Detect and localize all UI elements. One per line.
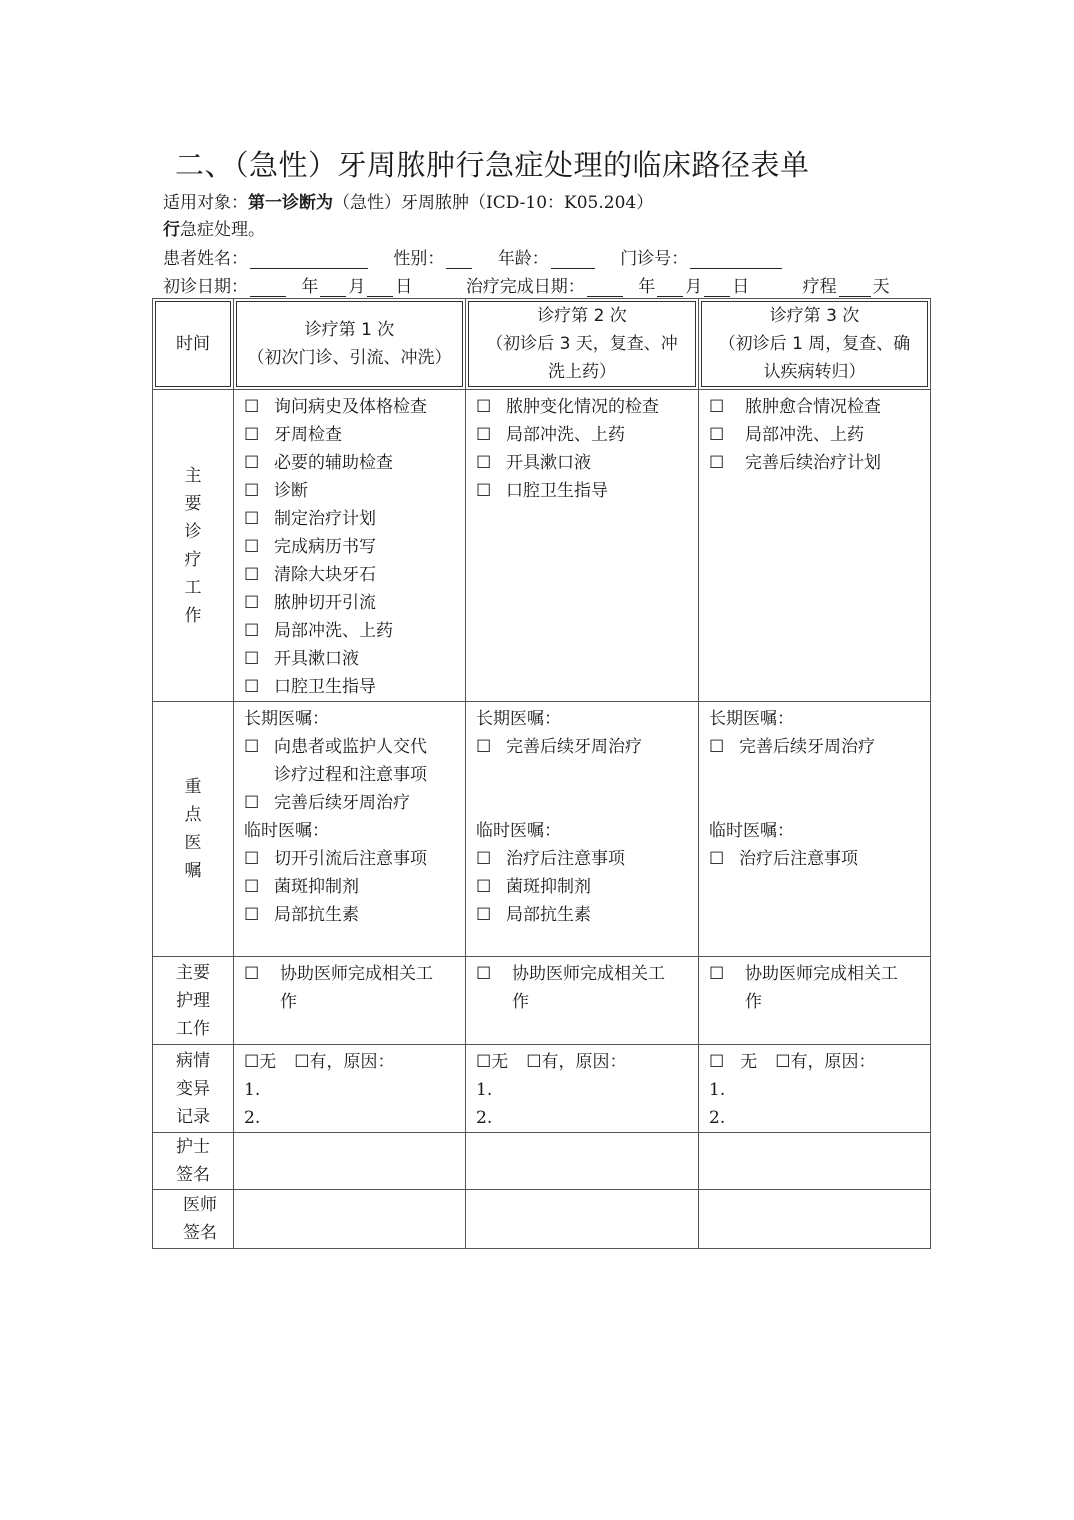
checklist-item[interactable] bbox=[709, 960, 922, 1016]
clinic-blank[interactable] bbox=[690, 250, 782, 269]
checkbox-icon[interactable]: ☐ bbox=[244, 737, 260, 757]
course-unit: 天 bbox=[872, 277, 890, 297]
checklist-item[interactable] bbox=[244, 733, 457, 789]
checkbox-icon[interactable]: ☐ bbox=[244, 649, 260, 669]
checkbox-icon[interactable]: ☐ bbox=[244, 537, 260, 557]
item-label: 完善后续牙周治疗 bbox=[506, 737, 642, 757]
date-line bbox=[163, 272, 890, 297]
item-label: 完善后续治疗计划 bbox=[745, 453, 881, 473]
main-work-label-char: 主 bbox=[184, 465, 202, 486]
checklist-item[interactable] bbox=[476, 449, 690, 477]
checklist-item[interactable] bbox=[244, 449, 457, 477]
nursing-label bbox=[153, 957, 234, 1045]
header-visit3 bbox=[701, 301, 928, 387]
main-work-label-char: 作 bbox=[184, 605, 202, 626]
none-label: 无 bbox=[491, 1052, 509, 1072]
nurse-sign-visit1[interactable] bbox=[234, 1133, 466, 1190]
checklist-item[interactable] bbox=[244, 589, 457, 617]
item-label: 完成病历书写 bbox=[274, 537, 376, 557]
checklist-item[interactable] bbox=[244, 617, 457, 645]
checklist-item[interactable] bbox=[476, 393, 690, 421]
checklist-item[interactable] bbox=[709, 421, 922, 449]
nursing-visit1 bbox=[234, 957, 466, 1045]
checkbox-icon[interactable]: ☐ bbox=[244, 621, 260, 641]
checkbox-icon[interactable]: ☐ bbox=[244, 453, 260, 473]
variance-label-line: 记录 bbox=[176, 1106, 210, 1127]
spacer bbox=[476, 761, 690, 817]
reason-2[interactable]: 2. bbox=[709, 1108, 726, 1128]
checkbox-icon[interactable]: ☐ bbox=[476, 737, 492, 757]
spacer bbox=[709, 761, 922, 817]
main-work-visit1 bbox=[234, 390, 466, 702]
item-label-line: 协助医师完成相关工 bbox=[280, 964, 433, 984]
none-label: 无 bbox=[259, 1052, 277, 1072]
long-orders-label: 长期医嘱： bbox=[709, 709, 794, 729]
item-label: 口腔卫生指导 bbox=[506, 481, 608, 501]
variance-label-line: 变异 bbox=[176, 1078, 210, 1099]
header-visit1-line2: （初次门诊、引流、冲洗） bbox=[247, 348, 452, 368]
page-title: 二、（急性）牙周脓肿行急症处理的临床路径表单 bbox=[175, 148, 810, 182]
checklist-item[interactable] bbox=[244, 845, 457, 873]
checkbox-icon[interactable]: ☐ bbox=[709, 964, 725, 984]
yes-label: 有，原因： bbox=[790, 1052, 876, 1072]
item-label bbox=[745, 960, 898, 1016]
orders-label-char: 点 bbox=[184, 805, 202, 825]
item-label: 局部抗生素 bbox=[274, 905, 359, 925]
item-label bbox=[512, 960, 665, 1016]
first-day-blank[interactable] bbox=[367, 278, 393, 297]
yes-label: 有，原因： bbox=[541, 1052, 627, 1072]
done-month-blank[interactable] bbox=[657, 278, 683, 297]
item-label: 脓肿愈合情况检查 bbox=[745, 397, 881, 417]
checklist-item[interactable] bbox=[476, 873, 690, 901]
temp-orders-label: 临时医嘱： bbox=[476, 821, 561, 841]
applicable-line bbox=[163, 188, 653, 213]
course-label: 疗程 bbox=[802, 277, 837, 297]
nurse-sign-visit3[interactable] bbox=[699, 1133, 931, 1190]
checkbox-icon[interactable]: ☐ bbox=[244, 877, 260, 897]
nurse-sign-row bbox=[153, 1133, 931, 1190]
header-visit1 bbox=[236, 301, 463, 387]
checklist-item[interactable] bbox=[476, 421, 690, 449]
header-row bbox=[153, 299, 931, 390]
main-work-label-char: 疗 bbox=[184, 549, 202, 570]
sex-blank[interactable] bbox=[446, 250, 472, 269]
variance-visit2 bbox=[466, 1045, 699, 1133]
checkbox-icon[interactable]: ☐ bbox=[476, 397, 492, 417]
checkbox-icon[interactable]: ☐ bbox=[244, 565, 260, 585]
doctor-sign-row bbox=[153, 1190, 931, 1249]
done-year-label: 年 bbox=[638, 277, 656, 297]
clinic-label: 门诊号： bbox=[620, 249, 689, 269]
patient-line bbox=[163, 244, 784, 269]
checkbox-none-icon[interactable]: ☐ bbox=[709, 1052, 725, 1072]
checklist-item[interactable] bbox=[709, 845, 922, 873]
checkbox-icon[interactable]: ☐ bbox=[244, 677, 260, 697]
orders-visit2 bbox=[466, 702, 699, 957]
variance-visit1 bbox=[234, 1045, 466, 1133]
checklist-item[interactable] bbox=[709, 449, 922, 477]
header-visit2-line3: 洗上药） bbox=[548, 362, 616, 382]
reason-2[interactable]: 2. bbox=[244, 1108, 261, 1128]
item-label: 菌斑抑制剂 bbox=[506, 877, 591, 897]
checkbox-icon[interactable]: ☐ bbox=[476, 481, 492, 501]
nurse-sign-line: 护士 bbox=[176, 1137, 210, 1157]
checklist-item[interactable] bbox=[244, 505, 457, 533]
checklist-item[interactable] bbox=[476, 901, 690, 929]
checklist-item[interactable] bbox=[476, 960, 690, 1016]
item-label: 局部冲洗、上药 bbox=[506, 425, 625, 445]
item-label-line: 向患者或监护人交代 bbox=[274, 737, 427, 757]
none-label: 无 bbox=[740, 1052, 758, 1072]
variance-label bbox=[153, 1045, 234, 1133]
pathway-table bbox=[152, 298, 931, 1249]
checklist-item[interactable] bbox=[476, 733, 690, 761]
first-month-label: 月 bbox=[348, 277, 366, 297]
nursing-label-line: 护理 bbox=[176, 990, 210, 1011]
orders-row bbox=[153, 702, 931, 957]
item-label: 局部抗生素 bbox=[506, 905, 591, 925]
item-label: 口腔卫生指导 bbox=[274, 677, 376, 697]
checkbox-icon[interactable]: ☐ bbox=[476, 849, 492, 869]
item-label: 脓肿变化情况的检查 bbox=[506, 397, 659, 417]
header-visit3-line2: （初诊后 1 周，复查、确 bbox=[718, 334, 911, 354]
main-work-label-char: 诊 bbox=[184, 521, 202, 542]
item-label: 清除大块牙石 bbox=[274, 565, 376, 585]
header-visit3-line3: 认疾病转归） bbox=[763, 362, 866, 382]
name-blank[interactable] bbox=[250, 250, 368, 269]
checkbox-icon[interactable]: ☐ bbox=[244, 425, 260, 445]
item-label: 必要的辅助检查 bbox=[274, 453, 393, 473]
age-label: 年龄： bbox=[497, 249, 549, 269]
temp-orders-label: 临时医嘱： bbox=[244, 821, 329, 841]
checkbox-icon[interactable]: ☐ bbox=[244, 849, 260, 869]
checkbox-icon[interactable]: ☐ bbox=[709, 397, 725, 417]
item-label-line: 作 bbox=[512, 992, 529, 1012]
main-work-row bbox=[153, 390, 931, 702]
variance-visit3 bbox=[699, 1045, 931, 1133]
checkbox-yes-icon[interactable]: ☐ bbox=[526, 1052, 542, 1072]
main-work-visit3 bbox=[699, 390, 931, 702]
header-visit3-cell bbox=[699, 299, 931, 390]
checklist-item[interactable] bbox=[244, 673, 457, 701]
header-time: 时间 bbox=[155, 301, 231, 387]
item-label: 治疗后注意事项 bbox=[739, 849, 858, 869]
item-label-line: 协助医师完成相关工 bbox=[745, 964, 898, 984]
main-work-label-char: 要 bbox=[184, 493, 202, 514]
checklist-item[interactable] bbox=[476, 477, 690, 505]
item-label bbox=[280, 960, 433, 1016]
checklist-item[interactable] bbox=[476, 845, 690, 873]
header-visit2 bbox=[468, 301, 696, 387]
age-blank[interactable] bbox=[551, 250, 595, 269]
header-visit2-line2: （初诊后 3 天，复查、冲 bbox=[486, 334, 678, 354]
nursing-label-line: 主要 bbox=[176, 962, 210, 983]
checklist-item[interactable] bbox=[244, 873, 457, 901]
item-label: 菌斑抑制剂 bbox=[274, 877, 359, 897]
item-label: 完善后续牙周治疗 bbox=[274, 793, 410, 813]
doctor-sign-line: 签名 bbox=[183, 1223, 217, 1243]
orders-label-char: 嘱 bbox=[184, 861, 202, 881]
checkbox-icon[interactable]: ☐ bbox=[244, 964, 260, 984]
applicable-prefix: 适用对象： bbox=[163, 193, 248, 213]
checklist-item[interactable] bbox=[244, 421, 457, 449]
checklist-item[interactable] bbox=[709, 393, 922, 421]
item-label: 局部冲洗、上药 bbox=[745, 425, 864, 445]
name-label: 患者姓名： bbox=[163, 249, 248, 269]
checklist-item[interactable] bbox=[244, 901, 457, 929]
done-day-blank[interactable] bbox=[704, 278, 730, 297]
checklist-item[interactable] bbox=[244, 477, 457, 505]
item-label: 诊断 bbox=[274, 481, 308, 501]
item-label: 局部冲洗、上药 bbox=[274, 621, 393, 641]
done-date-label: 治疗完成日期： bbox=[465, 277, 585, 297]
checkbox-icon[interactable]: ☐ bbox=[709, 425, 725, 445]
checkbox-icon[interactable]: ☐ bbox=[244, 481, 260, 501]
nurse-sign-visit2[interactable] bbox=[466, 1133, 699, 1190]
header-visit2-cell bbox=[466, 299, 699, 390]
checklist-item[interactable] bbox=[244, 393, 457, 421]
orders-visit1 bbox=[234, 702, 466, 957]
checkbox-icon[interactable]: ☐ bbox=[476, 877, 492, 897]
long-orders-label: 长期医嘱： bbox=[244, 709, 329, 729]
yes-label: 有，原因： bbox=[309, 1052, 395, 1072]
checkbox-icon[interactable]: ☐ bbox=[244, 905, 260, 925]
reason-1[interactable]: 1. bbox=[244, 1080, 261, 1100]
checkbox-yes-icon[interactable]: ☐ bbox=[775, 1052, 791, 1072]
header-visit1-line1: 诊疗第 1 次 bbox=[304, 320, 395, 340]
checklist-item[interactable] bbox=[244, 789, 457, 817]
checkbox-icon[interactable]: ☐ bbox=[476, 425, 492, 445]
item-label: 脓肿切开引流 bbox=[274, 593, 376, 613]
checkbox-none-icon[interactable]: ☐ bbox=[244, 1052, 260, 1072]
header-time-cell bbox=[153, 299, 234, 390]
checkbox-icon[interactable]: ☐ bbox=[709, 453, 725, 473]
reason-2[interactable]: 2. bbox=[476, 1108, 493, 1128]
checklist-item[interactable] bbox=[244, 960, 457, 1016]
applicable-bold2: 行 bbox=[163, 220, 180, 240]
item-label: 制定治疗计划 bbox=[274, 509, 376, 529]
header-visit3-line1: 诊疗第 3 次 bbox=[769, 306, 860, 326]
nurse-sign-label bbox=[153, 1133, 234, 1190]
nurse-sign-line: 签名 bbox=[176, 1165, 210, 1185]
applicable-line-2 bbox=[163, 215, 265, 240]
doctor-sign-visit3[interactable] bbox=[699, 1190, 931, 1249]
main-work-visit2 bbox=[466, 390, 699, 702]
item-label-line: 作 bbox=[745, 992, 762, 1012]
item-label-line: 协助医师完成相关工 bbox=[512, 964, 665, 984]
nursing-row bbox=[153, 957, 931, 1045]
done-day-label: 日 bbox=[732, 277, 750, 297]
item-label: 完善后续牙周治疗 bbox=[739, 737, 875, 757]
orders-label-char: 重 bbox=[184, 777, 202, 797]
checkbox-icon[interactable]: ☐ bbox=[244, 593, 260, 613]
main-work-label bbox=[153, 390, 234, 702]
first-day-label: 日 bbox=[395, 277, 413, 297]
checkbox-icon[interactable]: ☐ bbox=[244, 397, 260, 417]
nursing-label-line: 工作 bbox=[176, 1018, 210, 1039]
orders-label-char: 医 bbox=[184, 833, 202, 853]
main-work-label-char: 工 bbox=[184, 577, 202, 598]
checkbox-icon[interactable]: ☐ bbox=[709, 849, 725, 869]
checkbox-icon[interactable]: ☐ bbox=[476, 453, 492, 473]
item-label: 切开引流后注意事项 bbox=[274, 849, 427, 869]
temp-orders-label: 临时医嘱： bbox=[709, 821, 794, 841]
applicable-rest2: 急症处理。 bbox=[180, 220, 265, 240]
item-label: 治疗后注意事项 bbox=[506, 849, 625, 869]
reason-1[interactable]: 1. bbox=[476, 1080, 493, 1100]
orders-visit3 bbox=[699, 702, 931, 957]
doctor-sign-line: 医师 bbox=[183, 1195, 217, 1215]
applicable-bold: 第一诊断为 bbox=[248, 193, 333, 213]
item-label-line: 诊疗过程和注意事项 bbox=[274, 765, 427, 785]
header-visit1-cell bbox=[234, 299, 466, 390]
checkbox-icon[interactable]: ☐ bbox=[709, 737, 725, 757]
checkbox-icon[interactable]: ☐ bbox=[244, 509, 260, 529]
item-label: 牙周检查 bbox=[274, 425, 342, 445]
item-label-line: 作 bbox=[280, 992, 297, 1012]
sex-label: 性别： bbox=[393, 249, 445, 269]
doctor-sign-label bbox=[153, 1190, 234, 1249]
reason-1[interactable]: 1. bbox=[709, 1080, 726, 1100]
first-month-blank[interactable] bbox=[320, 278, 346, 297]
item-label: 开具漱口液 bbox=[506, 453, 591, 473]
doctor-sign-visit2[interactable] bbox=[466, 1190, 699, 1249]
checklist-item[interactable] bbox=[709, 733, 922, 761]
checkbox-yes-icon[interactable]: ☐ bbox=[294, 1052, 310, 1072]
course-blank[interactable] bbox=[839, 278, 871, 297]
checkbox-icon[interactable]: ☐ bbox=[476, 905, 492, 925]
header-visit2-line1: 诊疗第 2 次 bbox=[537, 306, 627, 326]
long-orders-label: 长期医嘱： bbox=[476, 709, 561, 729]
first-date-label: 初诊日期： bbox=[163, 277, 248, 297]
variance-label-line: 病情 bbox=[176, 1050, 210, 1071]
done-year-blank[interactable] bbox=[587, 278, 623, 297]
item-label bbox=[274, 733, 427, 789]
done-month-label: 月 bbox=[685, 277, 703, 297]
applicable-rest: （急性）牙周脓肿（ICD-10：K05.204） bbox=[333, 193, 654, 213]
variance-row bbox=[153, 1045, 931, 1133]
first-year-blank[interactable] bbox=[250, 278, 286, 297]
checklist-item[interactable] bbox=[244, 645, 457, 673]
orders-label bbox=[153, 702, 234, 957]
doctor-sign-visit1[interactable] bbox=[234, 1190, 466, 1249]
nursing-visit2 bbox=[466, 957, 699, 1045]
item-label: 询问病史及体格检查 bbox=[274, 397, 427, 417]
item-label: 开具漱口液 bbox=[274, 649, 359, 669]
checkbox-none-icon[interactable]: ☐ bbox=[476, 1052, 492, 1072]
checklist-item[interactable] bbox=[244, 561, 457, 589]
checklist-item[interactable] bbox=[244, 533, 457, 561]
checkbox-icon[interactable]: ☐ bbox=[244, 793, 260, 813]
nursing-visit3 bbox=[699, 957, 931, 1045]
first-year-label: 年 bbox=[301, 277, 319, 297]
checkbox-icon[interactable]: ☐ bbox=[476, 964, 492, 984]
